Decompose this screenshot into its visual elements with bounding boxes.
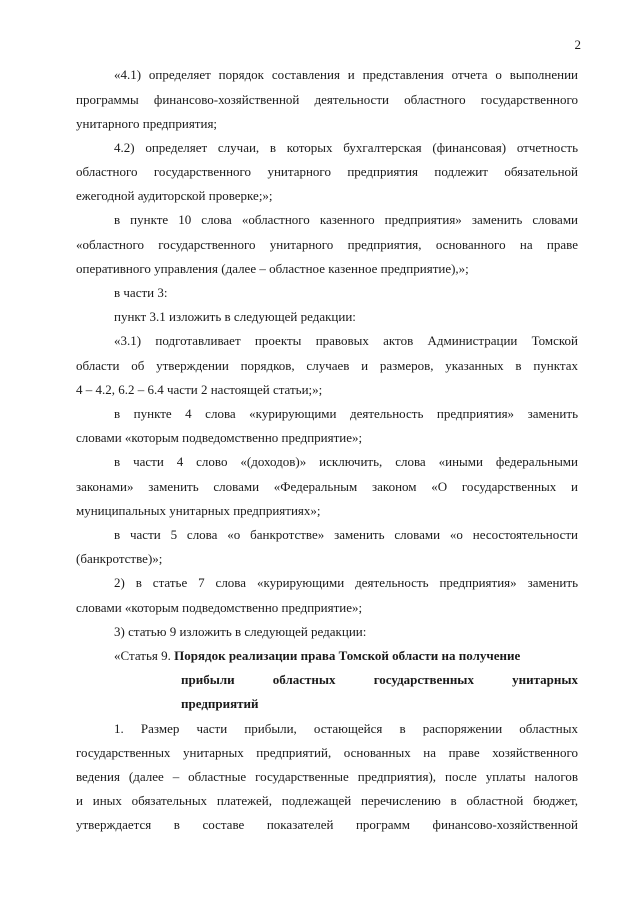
text-line: «областного государственного унитарного предприятия, основанного на праве: [76, 237, 578, 252]
text-line: словами «которым подведомственно предприятие»;: [76, 430, 363, 445]
text-line: в части 5 слова «о банкротстве» заменить словами «о несостоятельности: [114, 527, 578, 542]
text-line: программы финансово-хозяйственной деятельности областного государственного: [76, 92, 578, 107]
text-line: словами «которым подведомственно предприятие»;: [76, 600, 363, 615]
text-line: в части 3:: [114, 285, 168, 300]
text-line: государственных унитарных предприятий, основанных на праве хозяйственного: [76, 745, 578, 760]
text-line: унитарного предприятия;: [76, 116, 218, 131]
text-line: и иных обязательных платежей, подлежащей перечислению в областной бюджет,: [76, 793, 578, 808]
text-line: 4.2) определяет случаи, в которых бухгалтерская (финансовая) отчетность: [114, 140, 578, 155]
text-line: 3) статью 9 изложить в следующей редакции:: [114, 624, 367, 639]
text-line: области об утверждении порядков, случаев и размеров, указанных в пунктах: [76, 358, 578, 373]
text-line: в части 4 слово «(доходов)» исключить, слова «иными федеральными: [114, 454, 578, 469]
text-line: «4.1) определяет порядок составления и представления отчета о выполнении: [114, 67, 578, 82]
text-line: 1. Размер части прибыли, остающейся в распоряжении областных: [114, 721, 578, 736]
article-number: «Статья 9.: [114, 648, 171, 663]
text-line: пункт 3.1 изложить в следующей редакции:: [114, 309, 356, 324]
article-title-cont: прибыли областных государственных унитарных: [181, 672, 578, 687]
text-line: утверждается в составе показателей программ финансово-хозяйственной: [76, 817, 578, 832]
text-line: в пункте 4 слова «курирующими деятельность предприятия» заменить: [114, 406, 578, 421]
text-line: 2) в статье 7 слова «курирующими деятельность предприятия» заменить: [114, 575, 578, 590]
article-heading: [114, 647, 578, 665]
text-line: (банкротстве)»;: [76, 551, 163, 566]
text-line: муниципальных унитарных предприятиях»;: [76, 503, 321, 518]
text-line: «3.1) подготавливает проекты правовых актов Администрации Томской: [114, 333, 578, 348]
article-title-cont: предприятий: [181, 696, 259, 711]
text-line: оперативного управления (далее – областное казенное предприятие),»;: [76, 261, 469, 276]
text-line: областного государственного унитарного предприятия подлежит обязательной: [76, 164, 578, 179]
article-title: Порядок реализации права Томской области на получение: [174, 648, 521, 663]
text-line: законами» заменить словами «Федеральным законом «О государственных и: [76, 479, 578, 494]
page-number: 2: [574, 37, 581, 52]
text-line: 4 – 4.2, 6.2 – 6.4 части 2 настоящей статьи;»;: [76, 382, 323, 397]
text-line: ежегодной аудиторской проверке;»;: [76, 188, 273, 203]
text-line: ведения (далее – областные государственные предприятия), после уплаты налогов: [76, 769, 578, 784]
text-line: в пункте 10 слова «областного казенного предприятия» заменить словами: [114, 212, 578, 227]
